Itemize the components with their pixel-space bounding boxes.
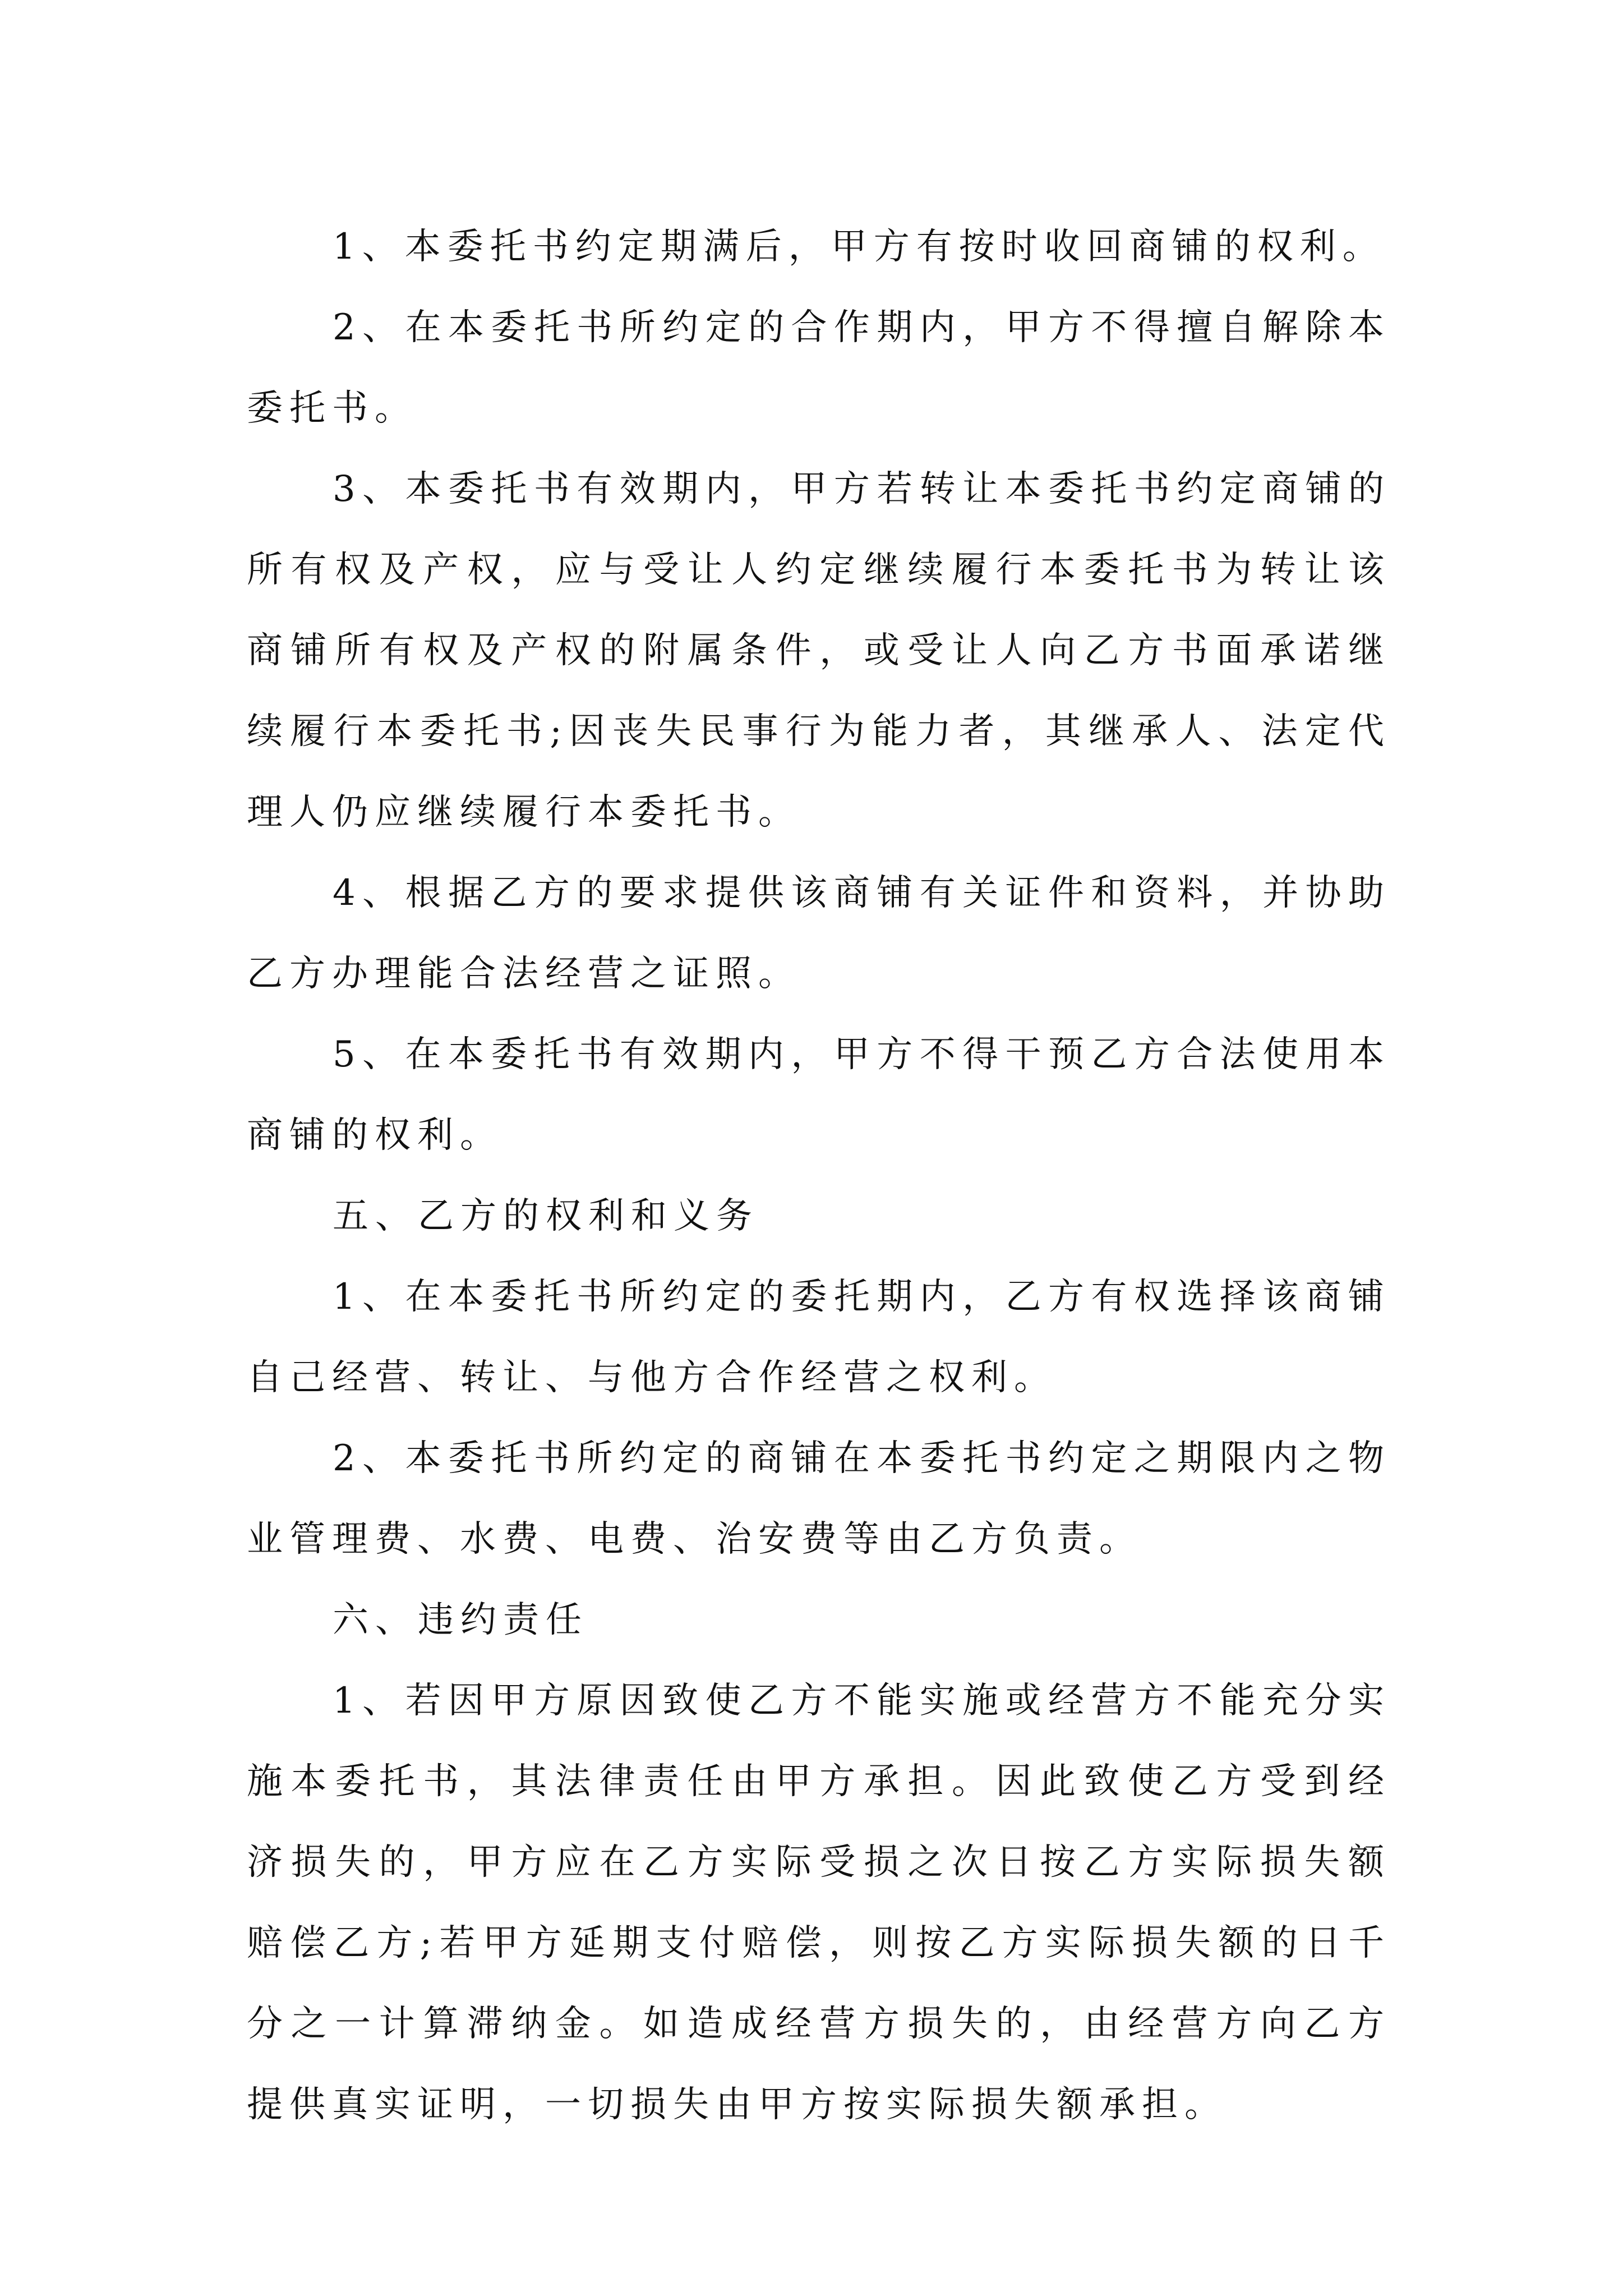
document-body — [247, 206, 1391, 2145]
clause-4-3: 3、本委托书有效期内，甲方若转让本委托书约定商铺的所有权及产权，应与受让人约定继续履行本委托书为转让该商铺所有权及产权的附属条件，或受让人向乙方书面承诺继续履行本委托书;因丧失民事行为能力者，其继承人、法定代理人仍应继续履行本委托书。 — [247, 468, 1391, 833]
section-heading-6: 六、违约责任 — [333, 1599, 588, 1641]
section-heading-5: 五、乙方的权利和义务 — [333, 1195, 759, 1237]
clause-4-2: 2、在本委托书所约定的合作期内，甲方不得擅自解除本委托书。 — [247, 307, 1391, 429]
clause-4-4: 4、根据乙方的要求提供该商铺有关证件和资料，并协助乙方办理能合法经营之证照。 — [247, 872, 1391, 995]
clause-4-5: 5、在本委托书有效期内，甲方不得干预乙方合法使用本商铺的权利。 — [247, 1034, 1391, 1156]
clause-5-2: 2、本委托书所约定的商铺在本委托书约定之期限内之物业管理费、水费、电费、治安费等由乙方负责。 — [247, 1438, 1391, 1560]
clause-6-1: 1、若因甲方原因致使乙方不能实施或经营方不能充分实施本委托书，其法律责任由甲方承担。因此致使乙方受到经济损失的，甲方应在乙方实际受损之次日按乙方实际损失额赔偿乙方;若甲方延期支付赔偿，则按乙方实际损失额的日千分之一计算滞纳金。如造成经营方损失的，由经营方向乙方提供真实证明，一切损失由甲方按实际损失额承担。 — [247, 1680, 1391, 2125]
clause-5-1: 1、在本委托书所约定的委托期内，乙方有权选择该商铺自己经营、转让、与他方合作经营之权利。 — [247, 1276, 1391, 1398]
clause-4-1: 1、本委托书约定期满后，甲方有按时收回商铺的权利。 — [333, 226, 1385, 268]
